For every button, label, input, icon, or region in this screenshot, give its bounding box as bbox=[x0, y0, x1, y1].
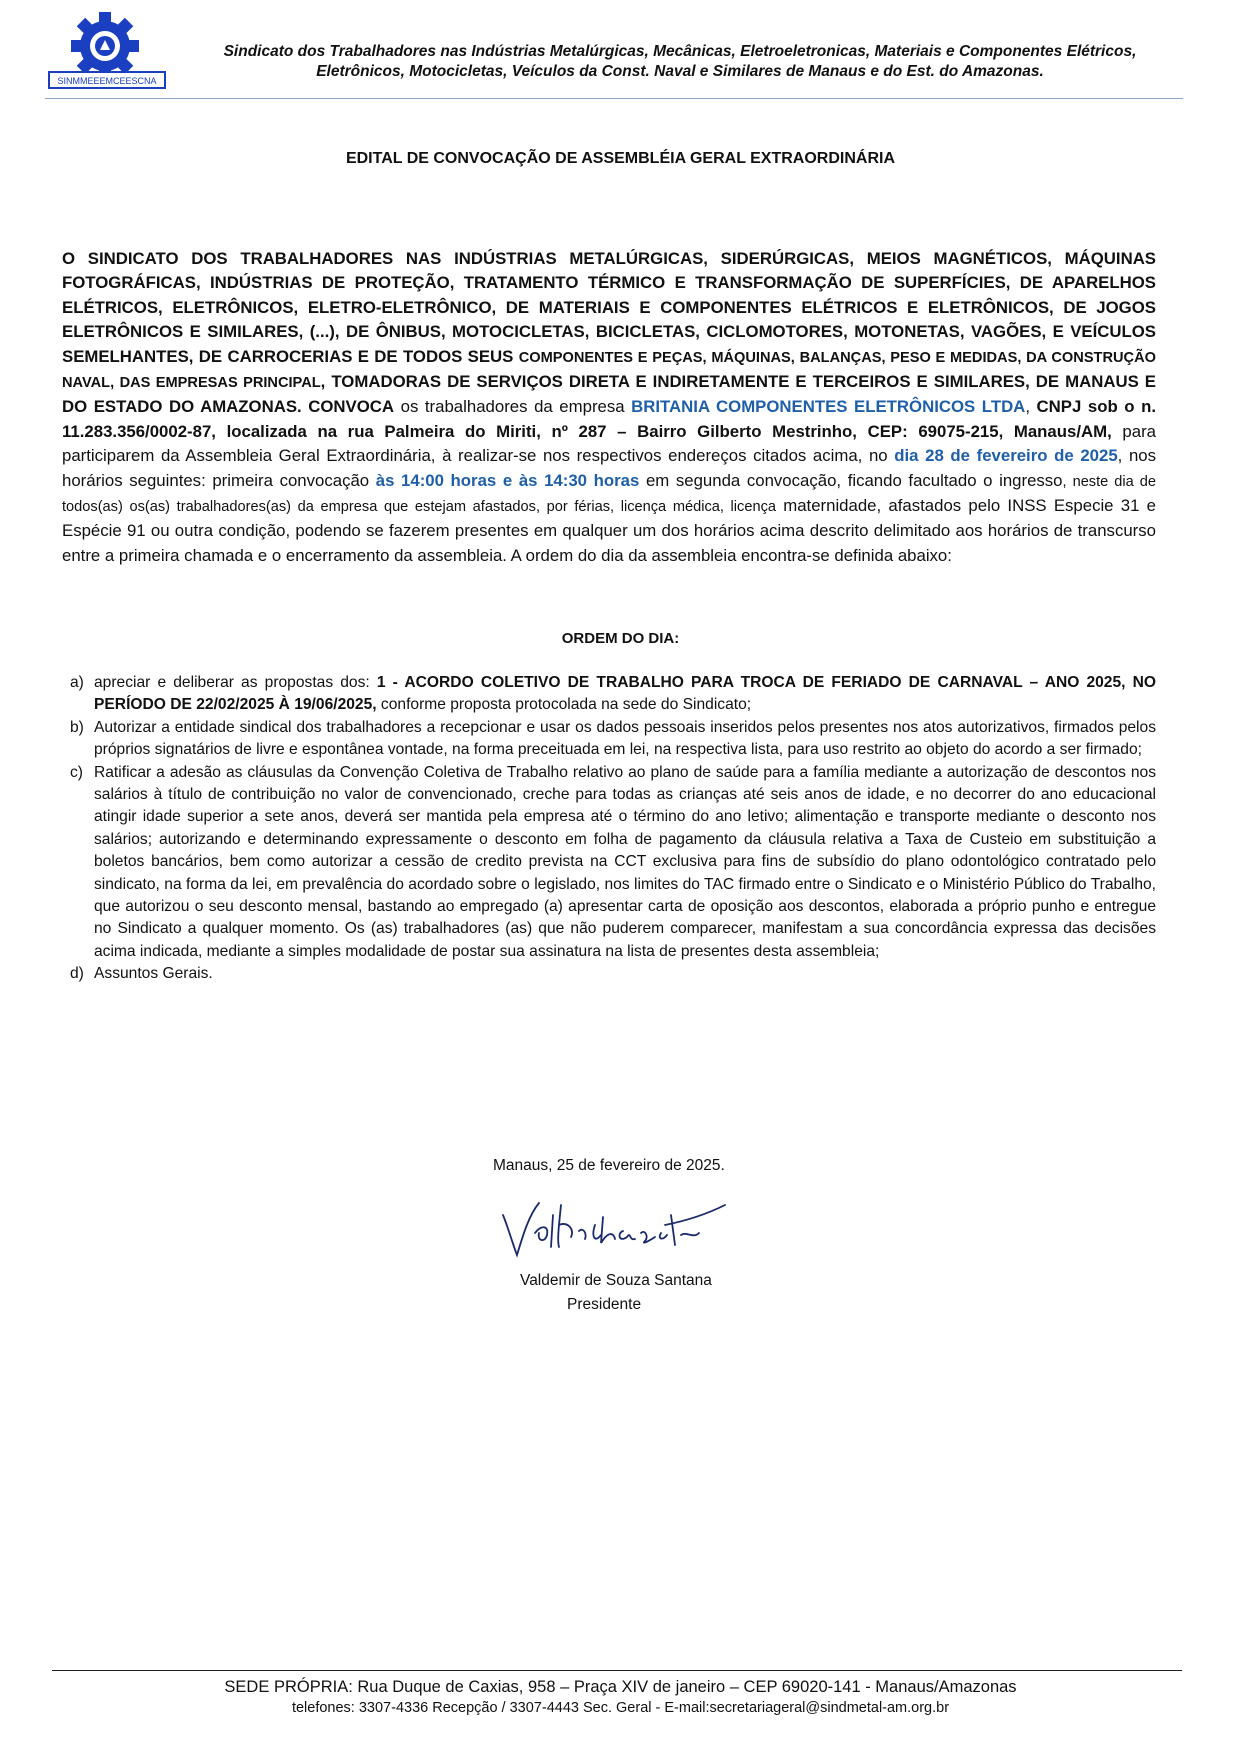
agenda-list bbox=[70, 672, 1156, 986]
agenda-item-a-end: conforme proposta protocolada na sede do Sindicato; bbox=[376, 696, 752, 714]
company-address: CNPJ sob o n. 11.283.356/0002-87, localizada na rua Palmeira do Miriti, nº 287 – Bairro Gilberto Mestrinho, CEP: 69075-215, Manaus/AM, bbox=[62, 397, 1156, 441]
agenda-item-c-text: Ratificar a adesão as cláusulas da Convenção Coletiva de Trabalho relativo ao plano de saúde para a família mediante a autorização de descontos nos salários à título de contribuição no valor de convencionado, creche para todas as crianças até seis anos de idade, e no decorrer do ano educacional atingir idade superior a sete anos, deverá ser mantida pela empresa até o término do ano letivo; alimentação e transporte mediante o desconto nos salários; autorizando e determinando expressamente o desconto em folha de pagamento da cláusula relativa a Taxa de Custeio em substituição a boletos bancários, bem como autorizar a cessão de credito prevista na CCT exclusiva para fins de subsídio do plano odontológico contratado pelo sindicato, na forma da lei, em prevalência do acordado sobre o legislado, nos limites do TAC firmado entre o Sindicato e o Ministério Público do Trabalho, que autorizou o seu desconto mensal, bastando ao empregado (a) apresentar carta de oposição aos descontos, elaborada a próprio punho e entregue no Sindicato a qualquer momento. Os (as) trabalhadores (as) que não puderem comparecer, manifestam a sua concordância expressa das decisões acima indicada, mediante a simples modalidade de postar sua assinatura na lista de presentes desta assembleia; bbox=[94, 763, 1156, 960]
assembly-date: dia 28 de fevereiro de 2025 bbox=[894, 446, 1118, 466]
union-gear-logo-icon bbox=[47, 10, 167, 94]
company-name: BRITANIA COMPONENTES ELETRÔNICOS LTDA bbox=[631, 397, 1026, 417]
footer-address: SEDE PRÓPRIA: Rua Duque de Caxias, 958 – Praça XIV de janeiro – CEP 69020-141 - Manaus/Amazonas bbox=[224, 1678, 1017, 1696]
footer-divider bbox=[52, 1670, 1182, 1671]
footer-contacts: telefones: 3307-4336 Recepção / 3307-4443 Sec. Geral - E-mail:secretariageral@sindmetal-am.org.br bbox=[291, 1700, 950, 1716]
attendance-text: , neste dia de todos(as) os(as) trabalhadores(as) da empresa que estejam afastados, por férias, licença médica, licença bbox=[62, 473, 1156, 516]
comma: , bbox=[1025, 397, 1037, 417]
document-title: EDITAL DE CONVOCAÇÃO DE ASSEMBLÉIA GERAL EXTRAORDINÁRIA bbox=[345, 150, 896, 167]
convocation-paragraph bbox=[62, 247, 1156, 568]
convocation-text: os trabalhadores da empresa bbox=[394, 397, 632, 417]
schedule-text: , nos horários seguintes: primeira convocação bbox=[62, 446, 1156, 490]
signer-role: Presidente bbox=[567, 1296, 642, 1313]
agenda-title: ORDEM DO DIA: bbox=[561, 630, 680, 647]
agenda-letter: d) bbox=[70, 965, 84, 983]
union-name: O SINDICATO DOS TRABALHADORES NAS INDÚSTRIAS METALÚRGICAS, SIDERÚRGICAS, MEIOS MAGNÉTICOS, MÁQUINAS FOTOGRÁFICAS, INDÚSTRIAS DE PROTEÇÃO, TRATAMENTO TÉRMICO E TRANSFORMAÇÃO DE SUPERFÍCIES, DE APARELHOS ELÉTRICOS, ELETRÔNICOS, ELETRO-ELETRÔNICO, DE MATERIAIS E COMPONENTES ELÉTRICOS E ELETRÔNICOS, DE JOGOS ELETRÔNICOS E SIMILARES, (...), DE ÔNIBUS, MOTOCICLETAS, BICICLETAS, CICLOMOTORES, MOTONETAS, VAGÕES, E VEÍCULOS SEMELHANTES, DE CARROCERIAS E DE TODOS SEUS bbox=[62, 249, 1156, 366]
agenda-item-a-bold: 1 - ACORDO COLETIVO DE TRABALHO PARA TROCA DE FERIADO DE CARNAVAL – ANO 2025, NO PERÍODO DE 22/02/2025 À 19/06/2025, bbox=[94, 674, 1157, 714]
handwritten-signature-icon bbox=[495, 1185, 745, 1265]
union-name-end: , TOMADORAS DE SERVIÇOS DIRETA E INDIRETAMENTE E TERCEIROS E SIMILARES, DE MANAUS E DO ESTADO DO AMAZONAS. CONVOCA bbox=[62, 372, 1156, 417]
assembly-text: para participarem da Assembleia Geral Extraordinária, à realizar-se nos respectivos endereços citados acima, no bbox=[62, 421, 1156, 466]
agenda-item-a bbox=[70, 672, 1156, 717]
agenda-item-c bbox=[70, 762, 1156, 964]
letterhead-text bbox=[180, 42, 1180, 82]
agenda-item-d bbox=[70, 963, 1156, 985]
second-call-text: em segunda convocação, ficando facultado o ingresso bbox=[639, 470, 1063, 490]
logo-lettering: SINMMEEEMCEESCNA bbox=[57, 76, 157, 86]
agenda-item-b bbox=[70, 717, 1156, 762]
agenda-item-a-text: apreciar e deliberar as propostas dos: bbox=[94, 674, 377, 691]
closing-paragraph-text: maternidade, afastados pelo INSS Especie 31 e Espécie 91 ou outra condição, podendo se fazerem presentes em qualquer um dos horários acima descrito delimitado aos horários de transcurso entre a primeira chamada e o encerramento da assembleia. A ordem do dia da assembleia encontra-se definida abaixo: bbox=[62, 496, 1157, 565]
letterhead-line-1: Sindicato dos Trabalhadores nas Indústrias Metalúrgicas, Mecânicas, Eletroeletronicas, Materiais e Componentes Elétricos, bbox=[223, 43, 1137, 60]
letterhead bbox=[45, 8, 1183, 99]
agenda-letter: a) bbox=[70, 674, 84, 691]
letterhead-line-2: Eletrônicos, Motocicletas, Veículos da Const. Naval e Similares de Manaus e do Est. do Amazonas. bbox=[316, 63, 1044, 80]
signer-name: Valdemir de Souza Santana bbox=[520, 1272, 712, 1289]
agenda-letter: c) bbox=[70, 763, 83, 781]
place-date: Manaus, 25 de fevereiro de 2025. bbox=[493, 1157, 725, 1174]
agenda-item-d-text: Assuntos Gerais. bbox=[94, 965, 213, 983]
agenda-letter: b) bbox=[70, 718, 84, 736]
agenda-item-b-text: Autorizar a entidade sindical dos trabalhadores a recepcionar e usar os dados pessoais inseridos pelos presentes nos atos autorizativos, firmados pelos próprios signatários de livre e espontânea vontade, na forma preceituada em lei, na respectiva lista, para uso restrito ao objeto do acordo a ser firmado; bbox=[94, 718, 1156, 759]
union-name-small: COMPONENTES E PEÇAS, MÁQUINAS, BALANÇAS, PESO E MEDIDAS, DA CONSTRUÇÃO NAVAL, DAS EMPRESAS PRINCIPAL bbox=[62, 349, 1156, 392]
assembly-times: às 14:00 horas e às 14:30 horas bbox=[375, 470, 640, 490]
